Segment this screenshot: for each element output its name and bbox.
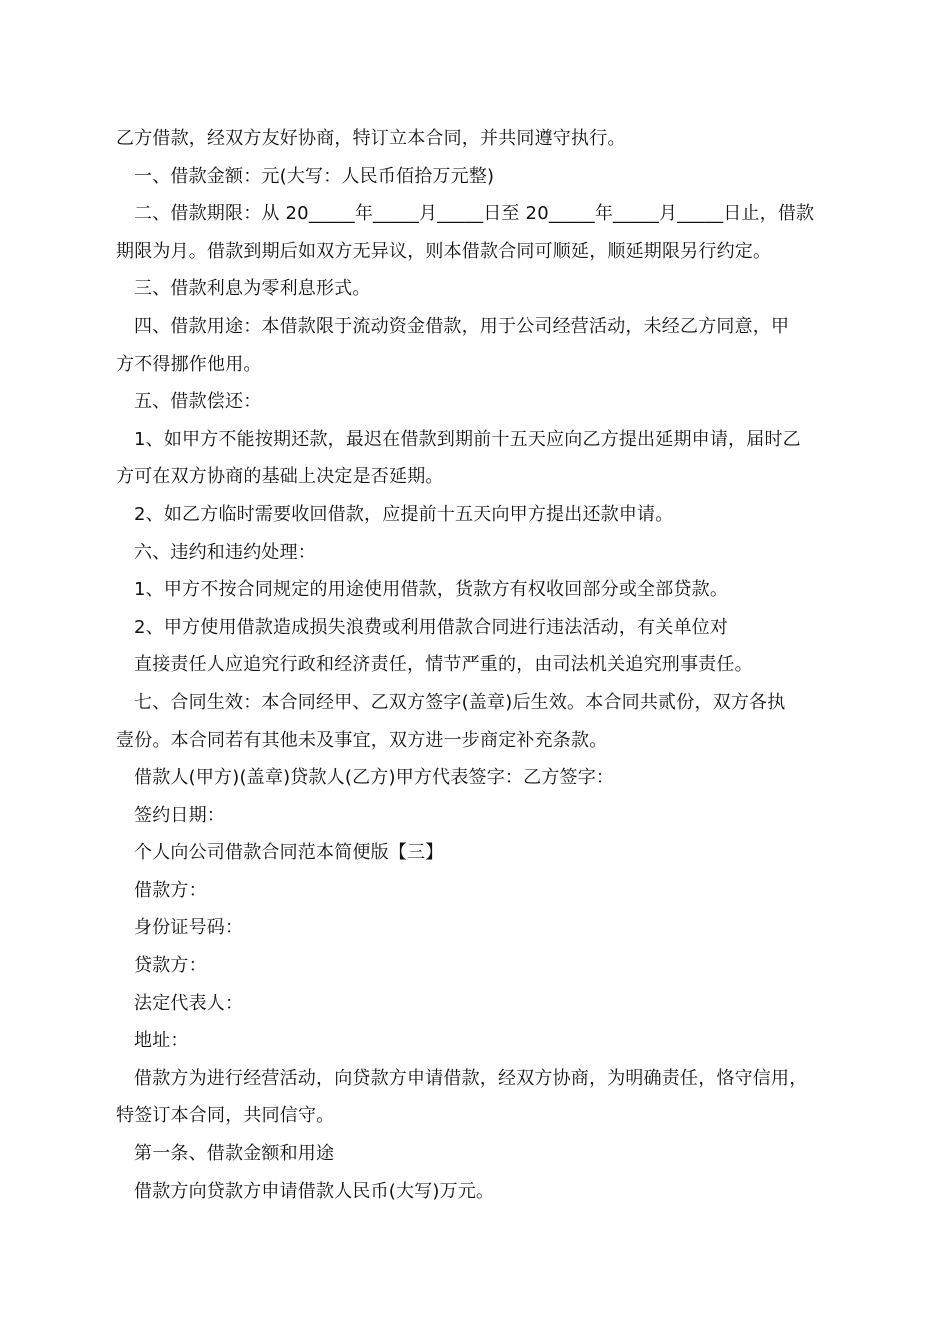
- text-line: 六、违约和违约处理：: [134, 541, 316, 563]
- text-line: 乙方借款，经双方友好协商，特订立本合同，并共同遵守执行。: [116, 128, 626, 149]
- text-line: 借款方为进行经营活动，向贷款方申请借款，经双方协商，为明确责任，恪守信用，: [134, 1067, 808, 1089]
- text-line: 四、借款用途：本借款限于流动资金借款，用于公司经营活动，未经乙方同意，甲: [134, 315, 790, 337]
- text-line: 2、甲方使用借款造成损失浪费或利用借款合同进行违法活动，有关单位对: [134, 616, 729, 638]
- text-line: 1、如甲方不能按期还款，最迟在借款到期前十五天应向乙方提出延期申请，届时乙: [134, 428, 801, 450]
- text-line: 二、借款期限：从 20_____年_____月_____日至 20_____年_____月_____日止，借款: [134, 203, 815, 225]
- text-line: 法定代表人：: [134, 992, 244, 1014]
- text-line: 一、借款金额：元(大写：人民币佰拾万元整): [134, 165, 495, 187]
- text-line: 签约日期：: [134, 804, 225, 826]
- text-line: 个人向公司借款合同范本简便版【三】: [134, 842, 444, 864]
- text-line: 特签订本合同，共同信守。: [116, 1105, 335, 1127]
- text-line: 直接责任人应追究行政和经济责任，情节严重的，由司法机关追究刑事责任。: [134, 654, 753, 676]
- text-line: 方可在双方协商的基础上决定是否延期。: [116, 466, 444, 488]
- text-line: 七、合同生效：本合同经甲、乙双方签字(盖章)后生效。本合同共贰份，双方各执: [134, 691, 786, 713]
- text-line: 地址：: [134, 1030, 189, 1052]
- text-line: 1、甲方不按合同规定的用途使用借款，货款方有权收回部分或全部贷款。: [134, 579, 729, 601]
- text-line: 壹份。本合同若有其他未及事宜，双方进一步商定补充条款。: [116, 729, 608, 751]
- text-line: 方不得挪作他用。: [116, 353, 262, 375]
- text-line: 三、借款利息为零利息形式。: [134, 278, 371, 300]
- text-line: 借款方向贷款方申请借款人民币(大写)万元。: [134, 1180, 495, 1202]
- text-line: 借款人(甲方)(盖章)贷款人(乙方)甲方代表签字：乙方签字：: [134, 767, 615, 789]
- text-line: 身份证号码：: [134, 917, 244, 939]
- text-line: 贷款方：: [134, 955, 207, 977]
- text-line: 期限为月。借款到期后如双方无异议，则本借款合同可顺延，顺延期限另行约定。: [116, 240, 772, 262]
- document-body: [116, 120, 836, 1210]
- text-line: 2、如乙方临时需要收回借款，应提前十五天向甲方提出还款申请。: [134, 503, 674, 525]
- text-line: 借款方：: [134, 879, 207, 901]
- text-line: 五、借款偿还：: [134, 391, 262, 413]
- text-line: 第一条、借款金额和用途: [134, 1143, 335, 1165]
